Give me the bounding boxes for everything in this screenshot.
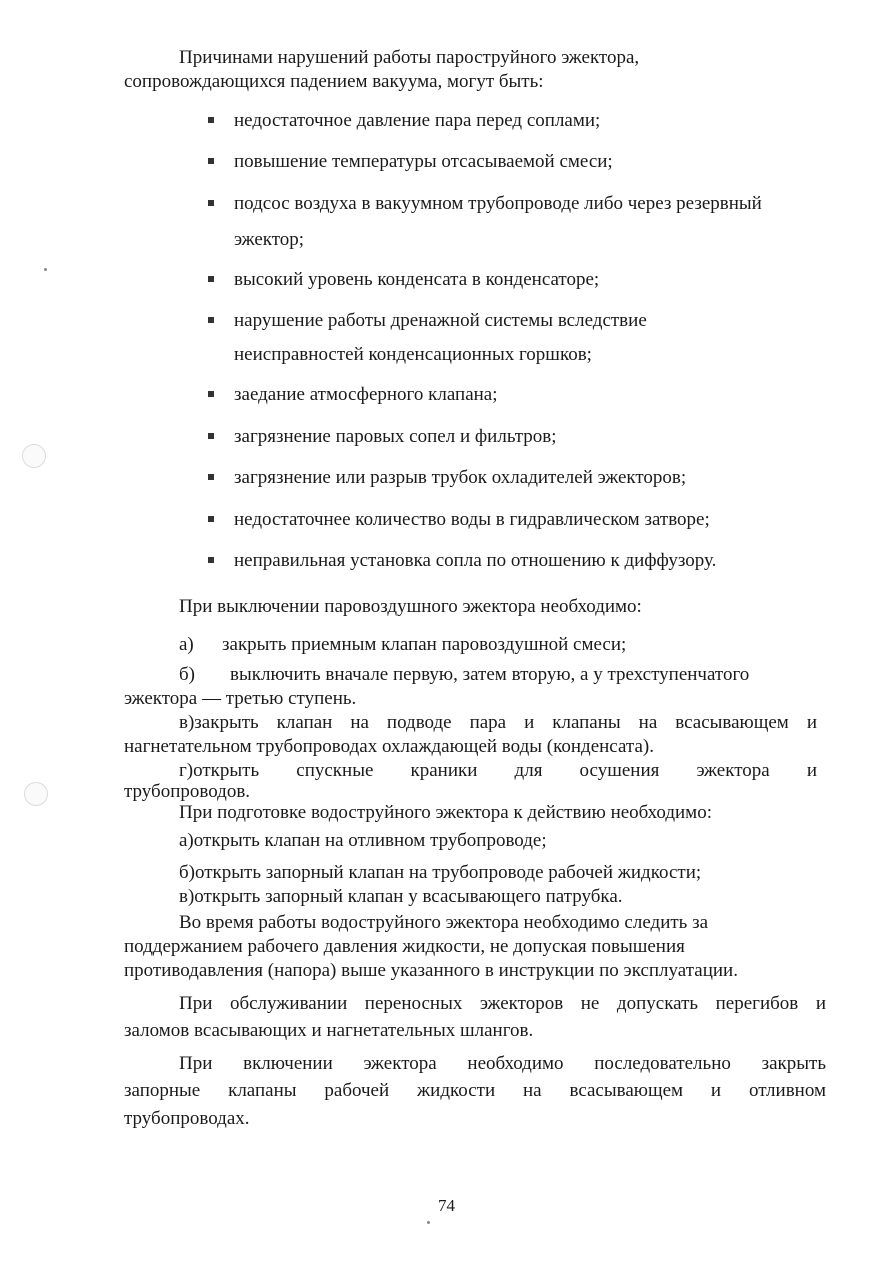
paragraph-line: При включении эжектора необходимо последовательно закрыть <box>179 1053 826 1074</box>
bullet-marker <box>208 276 214 282</box>
step-text: выключить вначале первую, затем вторую, а у трехступенчатого <box>230 664 750 685</box>
paragraph-line: противодавления (напора) выше указанного в инструкции по эксплуатации. <box>124 960 738 981</box>
bullet-marker <box>208 433 214 439</box>
step-continuation: нагнетательном трубопроводах охлаждающей воды (конденсата). <box>124 736 654 757</box>
paragraph-line: Во время работы водоструйного эжектора необходимо следить за <box>179 912 709 933</box>
step-text: а)открыть клапан на отливном трубопроводе; <box>179 830 547 851</box>
list-item: загрязнение паровых сопел и фильтров; <box>234 426 557 447</box>
step-text: в)открыть запорный клапан у всасывающего патрубка. <box>179 886 623 907</box>
list-item-continuation: эжектор; <box>234 229 305 250</box>
bullet-marker <box>208 557 214 563</box>
intro-line: сопровождающихся падением вакуума, могут быть: <box>124 71 544 92</box>
step-continuation: трубопроводов. <box>124 781 251 802</box>
list-item: недостаточное давление пара перед соплами; <box>234 110 601 131</box>
step-text: г)открыть спускные краники для осушения эжектора и <box>179 760 817 781</box>
list-item: нарушение работы дренажной системы вследствие <box>234 310 647 331</box>
step-text: закрыть приемным клапан паровоздушной смеси; <box>222 634 627 655</box>
bullet-marker <box>208 391 214 397</box>
step-text: б)открыть запорный клапан на трубопроводе рабочей жидкости; <box>179 862 702 883</box>
list-item: заедание атмосферного клапана; <box>234 384 498 405</box>
list-item: высокий уровень конденсата в конденсаторе; <box>234 269 600 290</box>
bullet-marker <box>208 516 214 522</box>
punch-hole <box>24 782 48 806</box>
bullet-marker <box>208 200 214 206</box>
list-item: неправильная установка сопла по отношению к диффузору. <box>234 550 717 571</box>
step-continuation: эжектора — третью ступень. <box>124 688 357 709</box>
step-text: в)закрыть клапан на подводе пара и клапаны на всасывающем и <box>179 712 817 733</box>
step-marker: б) <box>179 664 195 685</box>
bullet-marker <box>208 117 214 123</box>
step-marker: а) <box>179 634 194 655</box>
intro-line: Причинами нарушений работы пароструйного эжектора, <box>179 47 640 68</box>
list-item-continuation: неисправностей конденсационных горшков; <box>234 344 592 365</box>
scan-speck <box>44 268 47 271</box>
paragraph-line: поддержанием рабочего давления жидкости, не допуская повышения <box>124 936 685 957</box>
paragraph-line: При обслуживании переносных эжекторов не допускать перегибов и <box>179 993 826 1014</box>
list-item: повышение температуры отсасываемой смеси; <box>234 151 613 172</box>
punch-hole <box>22 444 46 468</box>
list-item: подсос воздуха в вакуумном трубопроводе либо через резервный <box>234 193 762 214</box>
page-number: 74 <box>438 1196 455 1215</box>
bullet-marker <box>208 158 214 164</box>
scan-speck <box>427 1221 430 1224</box>
section-lead: При подготовке водоструйного эжектора к действию необходимо: <box>179 802 712 823</box>
list-item: недостаточнее количество воды в гидравлическом затворе; <box>234 509 710 530</box>
paragraph-line: запорные клапаны рабочей жидкости на всасывающем и отливном <box>124 1080 826 1101</box>
section-lead: При выключении паровоздушного эжектора необходимо: <box>179 596 642 617</box>
bullet-marker <box>208 317 214 323</box>
list-item: загрязнение или разрыв трубок охладителей эжекторов; <box>234 467 687 488</box>
paragraph-line: заломов всасывающих и нагнетательных шлангов. <box>124 1020 534 1041</box>
paragraph-line: трубопроводах. <box>124 1108 250 1129</box>
bullet-marker <box>208 474 214 480</box>
